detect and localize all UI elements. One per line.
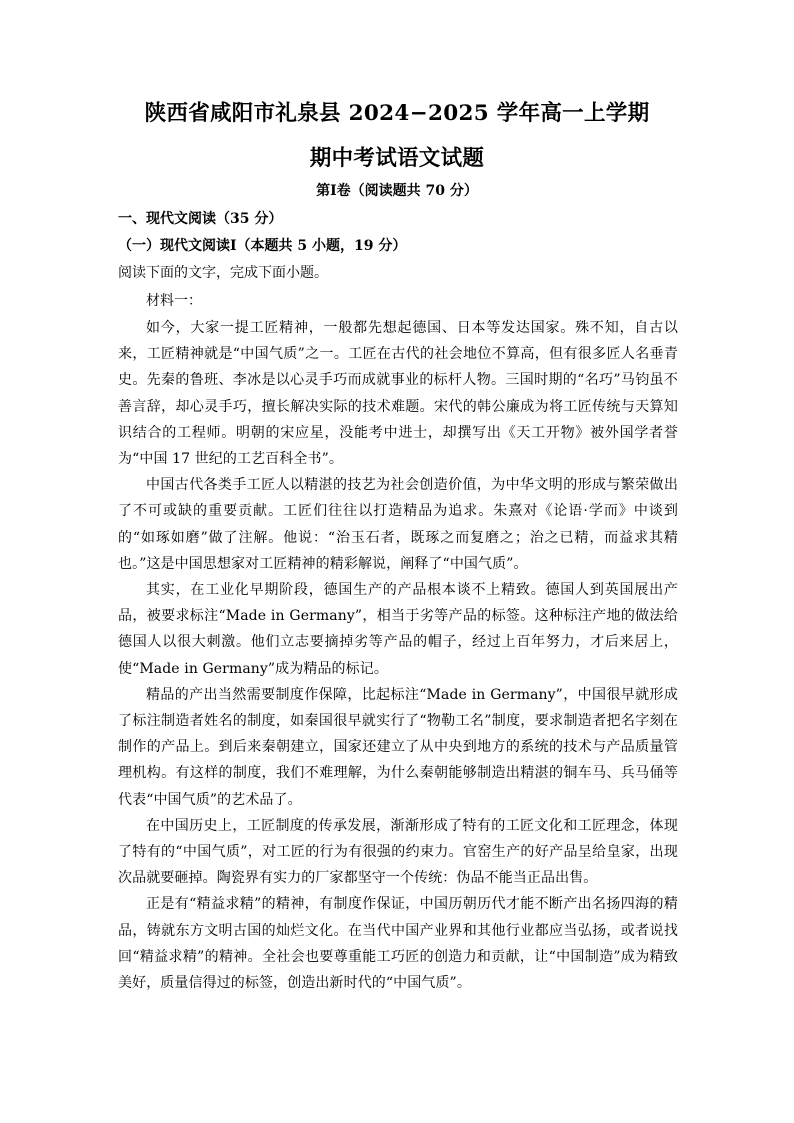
reading-instruction: 阅读下面的文字，完成下面小题。 bbox=[118, 265, 328, 281]
exam-title-line2: 期中考试语文试题 bbox=[309, 146, 485, 171]
passage-paragraph: 其实，在工业化早期阶段，德国生产的产品根本谈不上精致。德国人到英国展出产品，被要求标注“Made in Germany”，相当于劣等产品的标签。这种标注产地的做法给德国人以很大刺激。他们立志要摘掉劣等产品的帽子，经过上百年努力，才后来居上，使“Made in Germany”成为精品的标记。 bbox=[118, 582, 678, 677]
passage-body bbox=[118, 315, 678, 996]
volume-heading: 第Ⅰ卷（阅读题共 70 分） bbox=[316, 183, 478, 199]
material-label: 材料一： bbox=[146, 293, 202, 309]
passage-paragraph: 在中国历史上，工匠制度的传承发展，渐渐形成了特有的工匠文化和工匠理念，体现了特有的“中国气质”，对工匠的行为有很强的约束力。官窑生产的好产品呈给皇家，出现次品就要砸掉。陶瓷界有实力的厂家都坚守一个传统：伪品不能当正品出售。 bbox=[118, 817, 678, 887]
passage-paragraph: 如今，大家一提工匠精神，一般都先想起德国、日本等发达国家。殊不知，自古以来，工匠精神就是“中国气质”之一。工匠在古代的社会地位不算高，但有很多匠人名垂青史。先秦的鲁班、李冰是以心灵手巧而成就事业的标杆人物。三国时期的“名巧”马钧虽不善言辞，却心灵手巧，擅长解决实际的技术难题。宋代的韩公廉成为将工匠传统与天算知识结合的工程师。明朝的宋应星，没能考中进士，却撰写出《天工开物》被外国学者誉为“中国 17 世纪的工艺百科全书”。 bbox=[118, 320, 678, 468]
passage-paragraph: 中国古代各类手工匠人以精湛的技艺为社会创造价值，为中华文明的形成与繁荣做出了不可或缺的重要贡献。工匠们往往以打造精品为追求。朱熹对《论语·学而》中谈到的“如琢如磨”做了注解。他说：“治玉石者，既琢之而复磨之；治之已精，而益求其精也。”这是中国思想家对工匠精神的精彩解说，阐释了“中国气质”。 bbox=[118, 477, 678, 572]
passage-paragraph: 精品的产出当然需要制度作保障，比起标注“Made in Germany”，中国很早就形成了标注制造者姓名的制度，如秦国很早就实行了“物勒工名”制度，要求制造者把名字刻在制作的产品上。到后来秦朝建立，国家还建立了从中央到地方的系统的技术与产品质量管理机构。有这样的制度，我们不难理解，为什么秦朝能够制造出精湛的铜车马、兵马俑等代表“中国气质”的艺术品了。 bbox=[118, 686, 678, 808]
section-heading: 一、现代文阅读（35 分） bbox=[118, 211, 283, 227]
subsection-heading: （一）现代文阅读Ⅰ（本题共 5 小题，19 分） bbox=[118, 238, 407, 254]
exam-title-line1: 陕西省咸阳市礼泉县 2024−2025 学年高一上学期 bbox=[144, 101, 650, 126]
passage-paragraph: 正是有“精益求精”的精神，有制度作保证，中国历朝历代才能不断产出名扬四海的精品，铸就东方文明古国的灿烂文化。在当代中国产业界和其他行业都应当弘扬，或者说找回“精益求精”的精神。全社会也要尊重能工巧匠的创造力和贡献，让“中国制造”成为精致美好，质量信得过的标签，创造出新时代的“中国气质”。 bbox=[118, 896, 678, 992]
